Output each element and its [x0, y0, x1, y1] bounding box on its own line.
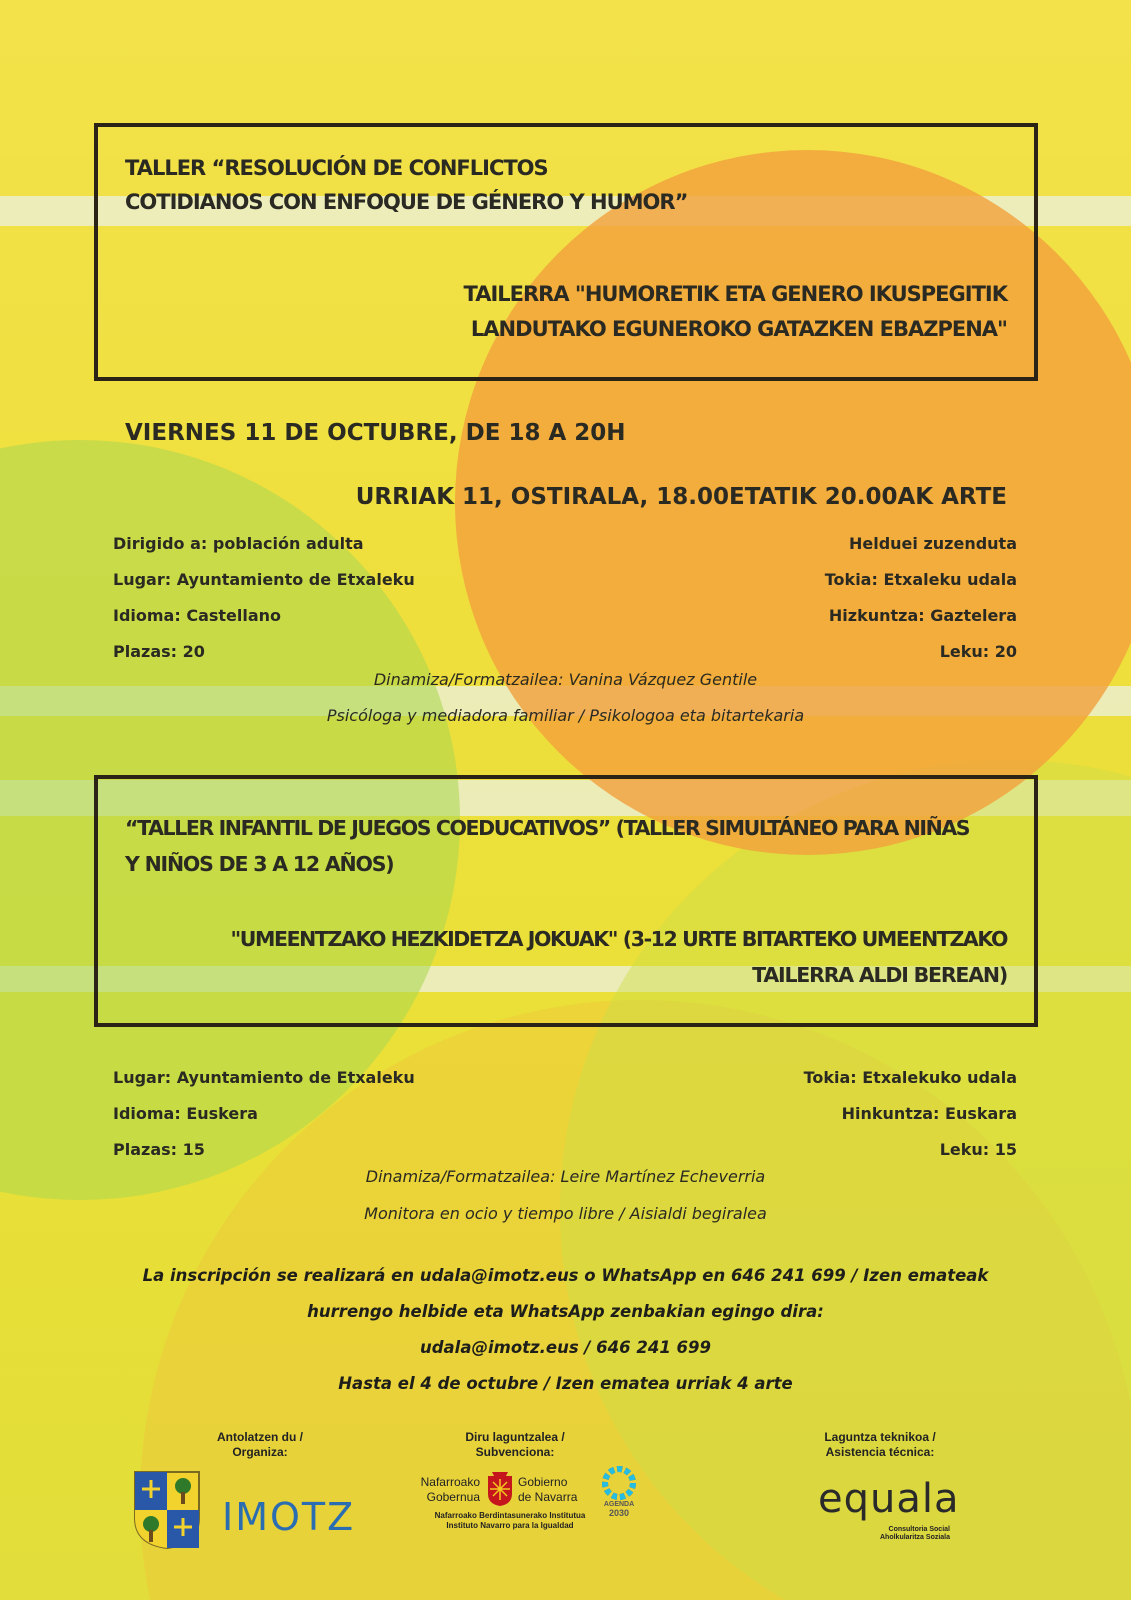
gov-eu-line2: Gobernua	[426, 1490, 480, 1504]
title-eu-line1: TAILERRA "HUMORETIK ETA GENERO IKUSPEGITIK	[463, 282, 1007, 306]
gov-es-line2: de Navarra	[518, 1490, 578, 1504]
details1-eu-place: Tokia: Etxaleku udala	[824, 570, 1017, 589]
institute-line1: Nafarroako Berdintasunerako Institutua	[434, 1511, 586, 1520]
details1-trainer-role: Psicóloga y mediadora familiar / Psikologoa eta bitartekaria	[326, 706, 805, 725]
equala-subtitle-line1: Consultoria Social	[888, 1526, 950, 1533]
details1-eu-audience: Helduei zuzenduta	[848, 534, 1017, 553]
agenda-2030-label	[598, 1501, 640, 1517]
organizer-label-line1: Antolatzen du /	[217, 1430, 303, 1444]
details2-es-language: Idioma: Euskera	[113, 1104, 258, 1123]
equala-subtitle	[880, 1526, 950, 1542]
sponsor-label-line1: Diru laguntzalea /	[465, 1430, 565, 1444]
title-es-line1: TALLER “RESOLUCIÓN DE CONFLICTOS	[125, 156, 548, 180]
registration-contact: udala@imotz.eus / 646 241 699	[419, 1338, 711, 1357]
gov-eu-name	[410, 1475, 480, 1505]
navarra-shield-icon	[485, 1470, 515, 1508]
details1-es-audience: Dirigido a: población adulta	[113, 534, 364, 553]
details2-eu-place: Tokia: Etxalekuko udala	[803, 1068, 1017, 1087]
details1-es-language: Idioma: Castellano	[113, 606, 282, 625]
institute-line2: Instituto Navarro para la Igualdad	[446, 1521, 574, 1530]
gov-es-line1: Gobierno	[518, 1475, 568, 1489]
details1-eu-places: Leku: 20	[939, 642, 1017, 661]
agenda-2030-wheel-icon	[602, 1466, 636, 1500]
registration-line1: La inscripción se realizará en udala@imotz.eus o WhatsApp en 646 241 699 / Izen emateak	[142, 1266, 989, 1285]
details2-eu-places: Leku: 15	[939, 1140, 1017, 1159]
organizer-label	[190, 1430, 330, 1460]
sponsor-label-line2: Subvenciona:	[475, 1445, 555, 1459]
registration-deadline: Hasta el 4 de octubre / Izen ematea urriak 4 arte	[338, 1374, 793, 1393]
details2-es-places: Plazas: 15	[113, 1140, 205, 1159]
kids-title-eu-line2: TAILERRA ALDI BEREAN)	[752, 963, 1007, 987]
kids-title-eu-line1: "UMEENTZAKO HEZKIDETZA JOKUAK" (3-12 URTE BITARTEKO UMEENTZAKO	[230, 927, 1007, 951]
details2-trainer-role: Monitora en ocio y tiempo libre / Aisialdi begiralea	[364, 1204, 767, 1223]
agenda-line2: 2030	[608, 1508, 630, 1518]
details1-es-place: Lugar: Ayuntamiento de Etxaleku	[113, 570, 415, 589]
sponsor-label	[440, 1430, 590, 1460]
details1-trainer: Dinamiza/Formatzailea: Vanina Vázquez Gentile	[373, 670, 758, 689]
details2-es-place: Lugar: Ayuntamiento de Etxaleku	[113, 1068, 415, 1087]
details1-es-places: Plazas: 20	[113, 642, 205, 661]
institute-name	[420, 1511, 600, 1531]
details1-eu-language: Hizkuntza: Gaztelera	[828, 606, 1017, 625]
imotz-logo-text: IMOTZ	[222, 1495, 356, 1539]
agenda-line1: AGENDA	[603, 1501, 635, 1508]
kids-title-es-line1: “TALLER INFANTIL DE JUEGOS COEDUCATIVOS” (TALLER SIMULTÁNEO PARA NIÑAS	[125, 816, 970, 840]
imotz-coat-of-arms-icon	[133, 1470, 201, 1550]
date-es: VIERNES 11 DE OCTUBRE, DE 18 A 20H	[125, 420, 626, 446]
title-es-line2: COTIDIANOS CON ENFOQUE DE GÉNERO Y HUMOR”	[125, 190, 688, 214]
title-eu-line2: LANDUTAKO EGUNEROKO GATAZKEN EBAZPENA"	[470, 317, 1007, 341]
details2-trainer: Dinamiza/Formatzailea: Leire Martínez Echeverria	[365, 1167, 766, 1186]
tech-label-line1: Laguntza teknikoa /	[824, 1430, 936, 1444]
gov-eu-line1: Nafarroako	[420, 1475, 480, 1489]
tech-label	[800, 1430, 960, 1460]
equala-subtitle-line2: Aholkularitza Soziala	[880, 1534, 951, 1541]
registration-line2: hurrengo helbide eta WhatsApp zenbakian egingo dira:	[307, 1302, 824, 1321]
date-eu: URRIAK 11, OSTIRALA, 18.00ETATIK 20.00AK ARTE	[355, 484, 1007, 510]
equala-logo-text: equala	[818, 1476, 960, 1522]
tech-label-line2: Asistencia técnica:	[825, 1445, 935, 1459]
gov-es-name	[518, 1475, 588, 1505]
details2-eu-language: Hinkuntza: Euskara	[841, 1104, 1017, 1123]
kids-title-es-line2: Y NIÑOS DE 3 A 12 AÑOS)	[125, 852, 394, 876]
organizer-label-line2: Organiza:	[232, 1445, 288, 1459]
